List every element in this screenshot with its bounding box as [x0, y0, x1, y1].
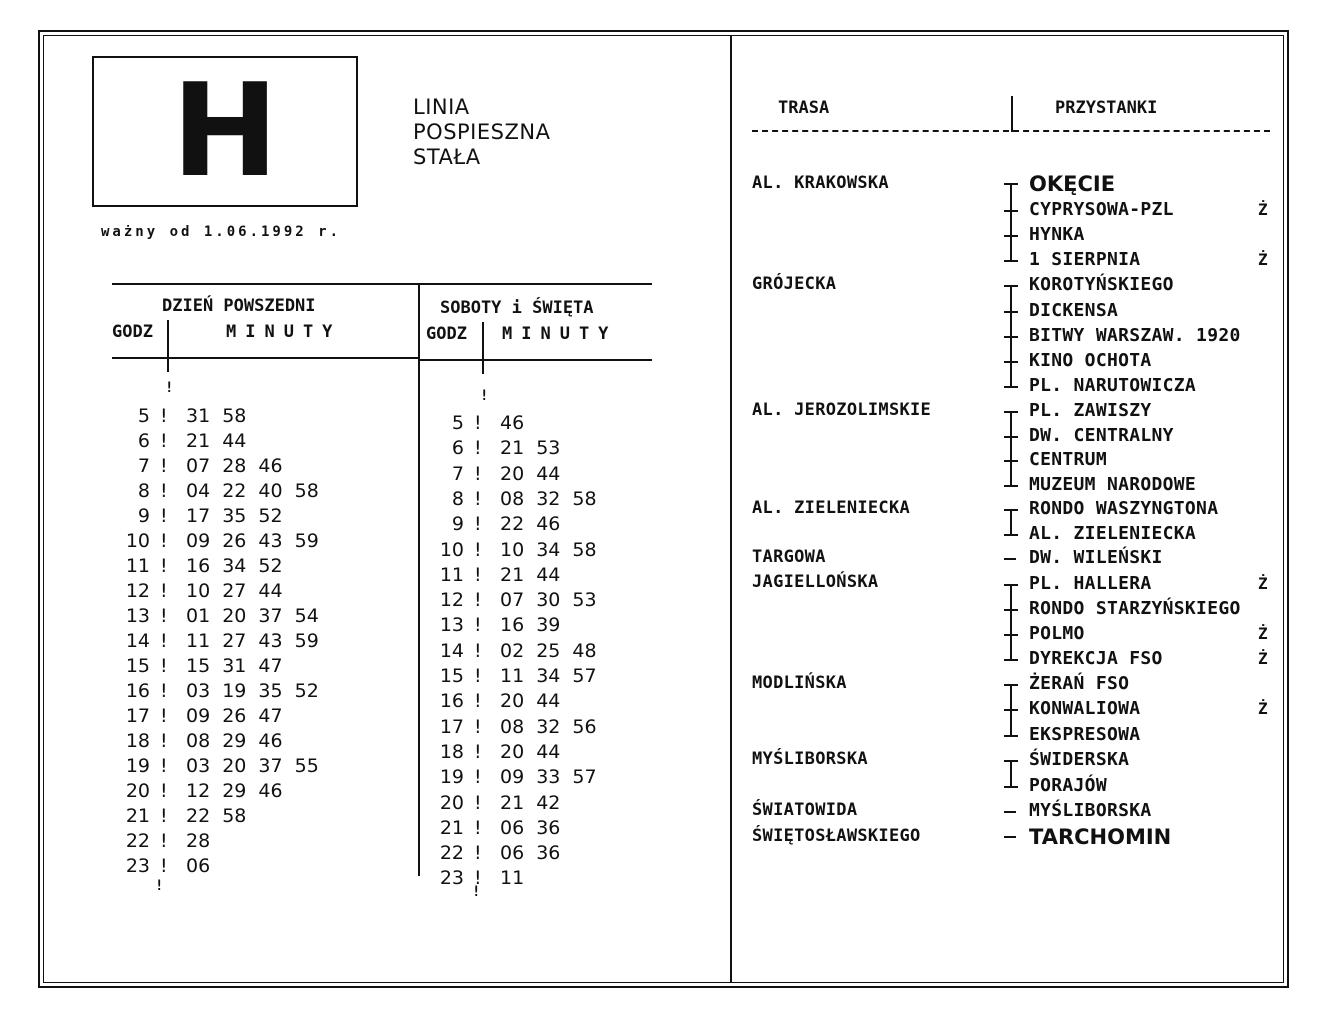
street-name: GRÓJECKA	[752, 274, 837, 294]
route-tick	[1004, 183, 1018, 185]
stop-name: PL. NARUTOWICZA	[1029, 375, 1197, 396]
minutes: 07 30 53	[500, 589, 597, 612]
stop-name: ŻERAŃ FSO	[1029, 673, 1130, 694]
hour: 23	[439, 867, 464, 890]
stop-name: EKSPRESOWA	[1029, 724, 1141, 745]
route-tick	[1004, 311, 1018, 313]
stop-name: CENTRUM	[1029, 449, 1107, 470]
minutes: 09 26 43 59	[186, 530, 319, 552]
request-stop-mark: Ż	[1258, 574, 1268, 593]
separator-mark: !	[474, 437, 482, 460]
hour: 15	[439, 665, 464, 687]
hour: 12	[439, 589, 464, 612]
stop-name: DICKENSA	[1029, 300, 1119, 321]
weekend-minutes-label: MINUTY	[502, 324, 618, 344]
stops-label: PRZYSTANKI	[1055, 98, 1158, 118]
minutes: 22 58	[186, 805, 247, 827]
minutes: 31 58	[186, 405, 247, 427]
hour: 6	[137, 430, 150, 452]
hour: 15	[125, 655, 150, 677]
stop-name: RONDO WASZYNGTONA	[1029, 498, 1219, 519]
weekday-title: DZIEŃ POWSZEDNI	[162, 296, 316, 316]
separator-mark: !	[474, 487, 482, 510]
route-tick	[1004, 735, 1018, 737]
street-name: TARGOWA	[752, 547, 826, 567]
minutes: 46	[500, 412, 525, 434]
separator-mark: !	[474, 538, 482, 561]
minutes: 01 20 37 54	[186, 605, 319, 627]
minutes: 16 34 52	[186, 555, 283, 577]
line-type-1: LINIA	[413, 95, 470, 119]
separator-mark: !	[474, 740, 482, 763]
route-tick	[1004, 659, 1018, 661]
route-dash	[1004, 558, 1016, 560]
route-dash	[1004, 811, 1016, 813]
street-name: MODLIŃSKA	[752, 673, 847, 693]
weekend-title: SOBOTY i ŚWIĘTA	[440, 298, 594, 318]
stop-name: MUZEUM NARODOWE	[1029, 474, 1197, 495]
hour: 19	[439, 766, 464, 789]
separator-mark: !	[474, 715, 482, 738]
stop-name: KONWALIOWA	[1029, 698, 1141, 719]
hour: 10	[439, 538, 464, 561]
minutes: 11	[500, 867, 525, 890]
stop-name: AL. ZIELENIECKA	[1029, 523, 1197, 544]
weekend-hour-label: GODZ	[426, 324, 467, 344]
route-bracket	[1010, 509, 1012, 534]
line-type	[413, 95, 550, 170]
route-tick	[1004, 534, 1018, 536]
minutes: 02 25 48	[500, 639, 597, 662]
minutes: 20 44	[500, 690, 561, 713]
weekend-col-mark-bottom: !	[472, 884, 481, 900]
weekday-hour-label: GODZ	[112, 322, 153, 342]
minutes: 03 20 37 55	[186, 755, 319, 777]
separator-mark: !	[474, 513, 482, 536]
minutes: 09 26 47	[186, 705, 283, 727]
request-stop-mark: Ż	[1258, 649, 1268, 668]
route-tick	[1004, 411, 1018, 413]
stop-name: RONDO STARZYŃSKIEGO	[1029, 598, 1241, 619]
minutes: 21 53	[500, 437, 561, 460]
minutes: 11 27 43 59	[186, 630, 319, 652]
hour: 21	[125, 805, 150, 827]
timetable-divider	[418, 283, 420, 876]
weekday-header-rule	[112, 357, 418, 359]
route-label: TRASA	[778, 98, 830, 118]
hour: 19	[125, 755, 150, 777]
stop-name: BITWY WARSZAW. 1920	[1029, 325, 1241, 346]
minutes: 20 44	[500, 740, 561, 763]
stop-name: DW. CENTRALNY	[1029, 425, 1174, 446]
stop-name: POLMO	[1029, 623, 1085, 644]
minutes: 12 29 46	[186, 780, 283, 802]
page-divider	[730, 35, 732, 983]
weekend-col-mark-top: !	[480, 388, 489, 404]
route-tick	[1004, 460, 1018, 462]
hour: 16	[125, 680, 150, 702]
street-name: AL. JEROZOLIMSKIE	[752, 400, 932, 420]
request-stop-mark: Ż	[1258, 250, 1268, 269]
route-tick	[1004, 786, 1018, 788]
minutes: 06 36	[500, 842, 561, 865]
hour: 9	[137, 505, 150, 527]
route-tick	[1004, 684, 1018, 686]
route-bracket	[1010, 183, 1012, 260]
hour: 5	[451, 412, 464, 434]
minutes: 08 32 58	[500, 487, 597, 510]
route-tick	[1004, 386, 1018, 388]
minutes: 09 33 57	[500, 766, 597, 789]
weekday-header-vrule	[167, 320, 169, 372]
separator-mark: !	[160, 430, 168, 452]
minutes: 04 22 40 58	[186, 480, 319, 502]
request-stop-mark: Ż	[1258, 699, 1268, 718]
line-letter: H	[171, 56, 279, 206]
route-dash	[1004, 836, 1016, 838]
separator-mark: !	[160, 405, 168, 427]
stop-name: ŚWIDERSKA	[1029, 749, 1130, 770]
route-tick	[1004, 509, 1018, 511]
separator-mark: !	[474, 412, 482, 434]
separator-mark: !	[474, 766, 482, 789]
stop-name: DYREKCJA FSO	[1029, 648, 1163, 669]
route-bracket	[1010, 760, 1012, 786]
minutes: 21 44	[186, 430, 247, 452]
hour: 13	[125, 605, 150, 627]
hour: 9	[451, 513, 464, 536]
hour: 14	[125, 630, 150, 652]
weekday-col-mark-top: !	[165, 380, 174, 396]
separator-mark: !	[160, 555, 168, 577]
stop-name: MYŚLIBORSKA	[1029, 800, 1152, 821]
separator-mark: !	[160, 630, 168, 652]
separator-mark: !	[474, 791, 482, 814]
route-tick	[1004, 760, 1018, 762]
minutes: 10 34 58	[500, 538, 597, 561]
separator-mark: !	[474, 639, 482, 662]
separator-mark: !	[160, 830, 168, 852]
valid-from: ważny od 1.06.1992 r.	[101, 224, 342, 240]
separator-mark: !	[474, 690, 482, 713]
street-name: MYŚLIBORSKA	[752, 749, 868, 769]
stop-name: PORAJÓW	[1029, 775, 1107, 796]
street-name: JAGIELLOŃSKA	[752, 572, 879, 592]
hour: 10	[125, 530, 150, 552]
route-tick	[1004, 361, 1018, 363]
separator-mark: !	[160, 755, 168, 777]
hour: 7	[451, 462, 464, 485]
street-name: ŚWIĘTOSŁAWSKIEGO	[752, 826, 921, 846]
route-tick	[1004, 436, 1018, 438]
hour: 13	[439, 614, 464, 637]
separator-mark: !	[160, 730, 168, 752]
minutes: 20 44	[500, 462, 561, 485]
separator-mark: !	[474, 816, 482, 839]
minutes: 06	[186, 855, 211, 877]
minutes: 28	[186, 830, 211, 852]
minutes: 08 29 46	[186, 730, 283, 752]
route-tick	[1004, 210, 1018, 212]
hour: 22	[439, 842, 464, 865]
hour: 11	[439, 563, 464, 586]
separator-mark: !	[160, 655, 168, 677]
minutes: 08 32 56	[500, 715, 597, 738]
minutes: 22 46	[500, 513, 561, 536]
street-name: AL. KRAKOWSKA	[752, 173, 889, 193]
weekday-minutes-label: MINUTY	[226, 322, 342, 342]
hour: 17	[125, 705, 150, 727]
route-tick	[1004, 260, 1018, 262]
route-tick	[1004, 709, 1018, 711]
route-tick	[1004, 235, 1018, 237]
hour: 23	[125, 855, 150, 877]
hour: 5	[137, 405, 150, 427]
minutes: 21 42	[500, 791, 561, 814]
separator-mark: !	[474, 589, 482, 612]
stop-name: TARCHOMIN	[1029, 825, 1172, 849]
separator-mark: !	[474, 614, 482, 637]
stop-name: PL. HALLERA	[1029, 573, 1152, 594]
route-tick	[1004, 336, 1018, 338]
separator-mark: !	[160, 530, 168, 552]
separator-mark: !	[160, 780, 168, 802]
separator-mark: !	[160, 580, 168, 602]
line-type-3: STAŁA	[413, 145, 481, 169]
minutes: 06 36	[500, 816, 561, 839]
minutes: 15 31 47	[186, 655, 283, 677]
stop-name: PL. ZAWISZY	[1029, 400, 1152, 421]
minutes: 16 39	[500, 614, 561, 637]
hour: 8	[137, 480, 150, 502]
separator-mark: !	[160, 680, 168, 702]
hour: 22	[125, 830, 150, 852]
separator-mark: !	[474, 665, 482, 687]
stop-name: CYPRYSOWA-PZL	[1029, 199, 1174, 220]
minutes: 10 27 44	[186, 580, 283, 602]
minutes: 17 35 52	[186, 505, 283, 527]
route-tick	[1004, 285, 1018, 287]
weekend-header-vrule	[482, 322, 484, 374]
weekday-col-mark-bottom: !	[155, 878, 164, 894]
separator-mark: !	[160, 480, 168, 502]
separator-mark: !	[474, 563, 482, 586]
hour: 11	[125, 555, 150, 577]
hour: 20	[125, 780, 150, 802]
separator-mark: !	[474, 462, 482, 485]
route-bracket	[1010, 584, 1012, 659]
minutes: 21 44	[500, 563, 561, 586]
hour: 6	[451, 437, 464, 460]
line-type-2: POSPIESZNA	[413, 120, 551, 144]
request-stop-mark: Ż	[1258, 200, 1268, 219]
route-tick	[1004, 485, 1018, 487]
separator-mark: !	[160, 605, 168, 627]
separator-mark: !	[160, 855, 168, 877]
separator-mark: !	[160, 705, 168, 727]
stop-name: KINO OCHOTA	[1029, 350, 1152, 371]
timetable-top-rule	[112, 283, 652, 285]
hour: 17	[439, 715, 464, 738]
request-stop-mark: Ż	[1258, 624, 1268, 643]
hour: 18	[125, 730, 150, 752]
hour: 14	[439, 639, 464, 662]
route-tick	[1004, 584, 1018, 586]
stop-name: DW. WILEŃSKI	[1029, 547, 1163, 568]
stop-name: HYNKA	[1029, 224, 1085, 245]
hour: 12	[125, 580, 150, 602]
separator-mark: !	[160, 805, 168, 827]
hour: 20	[439, 791, 464, 814]
stop-name: KOROTYŃSKIEGO	[1029, 274, 1174, 295]
weekend-header-rule	[420, 359, 652, 361]
separator-mark: !	[474, 867, 482, 890]
route-bracket	[1010, 411, 1012, 485]
minutes: 03 19 35 52	[186, 680, 319, 702]
street-name: ŚWIATOWIDA	[752, 800, 858, 820]
hour: 21	[439, 816, 464, 839]
route-tick	[1004, 634, 1018, 636]
hour: 18	[439, 740, 464, 763]
separator-mark: !	[160, 455, 168, 477]
stop-name: 1 SIERPNIA	[1029, 249, 1141, 270]
hour: 8	[451, 487, 464, 510]
stop-name: OKĘCIE	[1029, 172, 1116, 196]
separator-mark: !	[474, 842, 482, 865]
minutes: 07 28 46	[186, 455, 283, 477]
separator-mark: !	[160, 505, 168, 527]
route-tick	[1004, 609, 1018, 611]
route-header-vrule	[1011, 96, 1013, 132]
street-name: AL. ZIELENIECKA	[752, 498, 911, 518]
hour: 16	[439, 690, 464, 713]
route-header-rule	[752, 130, 1270, 132]
hour: 7	[137, 455, 150, 477]
minutes: 11 34 57	[500, 665, 597, 687]
